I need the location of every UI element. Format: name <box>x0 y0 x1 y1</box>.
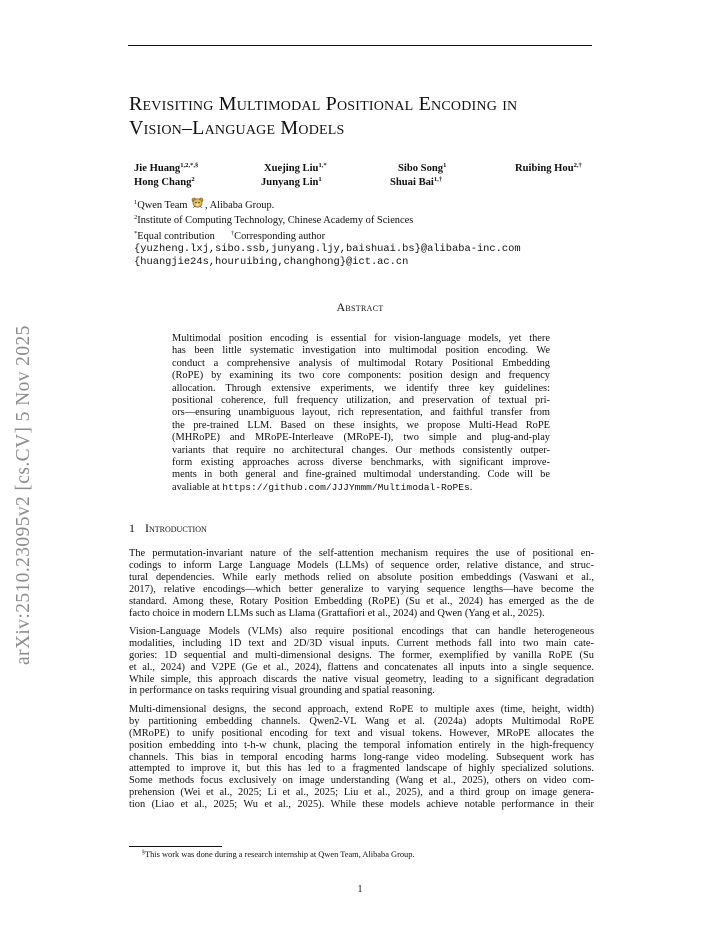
footnote <box>142 850 415 859</box>
text-line: channels. This bias in temporal encoding harms long-range video modeling. Subsequent work has <box>129 751 594 763</box>
section-number: 1 <box>129 521 135 535</box>
text-line: attempted to improve it, but this has led to a fragmented landscape of highly specialized solutions. <box>129 763 594 775</box>
equal-contribution: Equal contribution <box>137 230 215 242</box>
abstract-body <box>172 333 550 494</box>
paragraph <box>129 548 594 619</box>
footnote-mark: § <box>142 850 145 856</box>
top-rule <box>128 45 592 46</box>
text-line: 2017), relative encodings—which better generalize to varying sequence lengths—have become the <box>129 583 594 595</box>
abstract-line: ors—ensuring unambiguous layout, rich representation, and faithful transfer from <box>172 407 550 419</box>
text-line: standard. Among these, Rotary Position Embedding (RoPE) (Su et al., 2024) has emerged as the de <box>129 595 594 607</box>
author <box>398 160 446 175</box>
footnote-rule <box>129 846 222 847</box>
footnote-text: This work was done during a research internship at Qwen Team, Alibaba Group. <box>145 850 415 859</box>
author-name: Ruibing Hou <box>515 163 574 174</box>
affil-mark: 1 <box>134 199 138 206</box>
author-affil-mark: 1,2,*,§ <box>180 162 199 169</box>
abstract-line: positional coherence, full frequency utilization, and preservation of textual pri- <box>172 395 550 407</box>
title-line-1: Revisiting Multimodal Positional Encoding in <box>129 93 518 115</box>
text-line: in performance on tasks requiring visual grounding and spatial reasoning. <box>129 685 435 697</box>
author-affil-mark: 2,† <box>573 162 582 169</box>
introduction-body <box>129 548 594 818</box>
section-title: Introduction <box>145 521 207 535</box>
abstract-line: (RoPE) by examining its two core components: position design and frequency <box>172 370 550 382</box>
affiliations <box>134 197 604 268</box>
abstract-heading: Abstract <box>336 300 384 314</box>
author <box>264 160 327 175</box>
text-line: et al., 2024) and V2PE (Ge et al., 2024), flattens and concatenates all inputs into a single sequence. <box>129 661 594 673</box>
author <box>390 174 442 189</box>
text-line: Vision-Language Models (VLMs) also require positional encodings that can handle heterogeneous <box>129 625 594 637</box>
abstract-text: avaliable at <box>172 481 223 493</box>
author-name: Jie Huang <box>134 163 181 174</box>
corresponding-author: Corresponding author <box>234 230 326 242</box>
author-name: Hong Chang <box>134 177 192 188</box>
abstract-line: has been little systematic investigation into multimodal position encoding. We <box>172 345 550 357</box>
paper-title <box>129 92 599 140</box>
qwen-bear-icon <box>191 197 204 209</box>
text-line: tion (Liao et al., 2025; Wu et al., 2025). While these models achieve notable performance in their <box>129 799 594 811</box>
affiliation-qwen <box>134 197 604 212</box>
text-line: Some methods focus exclusively on image understanding (Wang et al., 2025), others on video com- <box>129 775 594 787</box>
abstract-text: . <box>469 481 473 493</box>
paragraph <box>129 704 594 811</box>
author <box>515 160 582 175</box>
paragraph <box>129 626 594 697</box>
affil-text: Qwen Team <box>137 200 190 211</box>
equal-mark: * <box>134 229 138 237</box>
text-line: codings to inform Large Language Models (LLMs) of sequence order, relative distance, and struc- <box>129 559 594 571</box>
author-name: Shuai Bai <box>390 177 434 188</box>
abstract-line: conduct a comprehensive analysis of multimodal Rotary Positional Embedding <box>172 357 550 369</box>
affil-text: , Alibaba Group. <box>205 200 275 211</box>
text-line: facto choice in modern LLMs such as Llama (Grattafiori et al., 2024) and Qwen (Yang et al., 2025). <box>129 607 545 619</box>
arxiv-stamp: arXiv:2510.23095v2 [cs.CV] 5 Nov 2025 <box>13 325 34 665</box>
section-heading-introduction <box>129 521 207 536</box>
title-line-2: Vision–Language Models <box>129 117 345 139</box>
author-affil-mark: 1,* <box>318 162 327 169</box>
code-link[interactable]: https://github.com/JJJYmmm/Multimodal-RoPEs <box>222 481 470 493</box>
text-line: tural dependencies. While early methods relied on absolute position embeddings (Vaswani et al., <box>129 571 594 583</box>
text-line: by partitioning embedding channels. Qwen2-VL Wang et al. (2024a) adopts Multimodal RoPE <box>129 715 594 727</box>
author-name: Sibo Song <box>398 163 444 174</box>
text-line: While simple, this approach discards the native visual geometry, leading to a significant degradation <box>129 673 594 685</box>
author-affil-mark: 2 <box>191 176 195 183</box>
page-number: 1 <box>357 884 363 895</box>
author-affil-mark: 1 <box>318 176 322 183</box>
abstract-last-line <box>172 482 550 494</box>
author-affil-mark: 1,† <box>433 176 443 183</box>
text-line: (MRoPE) to unify positional encoding for text and visual tokens. However, MRoPE allocates the <box>129 727 594 739</box>
corr-mark: † <box>230 229 235 237</box>
text-line: modalities, including 1D text and 2D/3D visual inputs. Current methods fall into two main cate- <box>129 637 594 649</box>
contribution-notes <box>134 228 604 243</box>
affil-text: Institute of Computing Technology, Chinese Academy of Sciences <box>137 215 414 227</box>
affiliation-ict <box>134 212 604 227</box>
author-affil-mark: 1 <box>443 162 447 169</box>
text-line: The permutation-invariant nature of the self-attention mechanism requires the use of positional en- <box>129 548 594 559</box>
email-ict: {huangjie24s,houruibing,changhong}@ict.ac.cn <box>134 255 409 268</box>
text-line: Multi-dimensional designs, the second approach, extend RoPE to multiple axes (time, height, width) <box>129 703 594 715</box>
abstract-line: the pre-trained LLM. Based on these insights, we propose Multi-Head RoPE <box>172 419 550 431</box>
author <box>134 174 195 189</box>
email-alibaba: {yuzheng.lxj,sibo.ssb,junyang.ljy,baishuai.bs}@alibaba-inc.com <box>134 243 521 256</box>
abstract-line: allocation. Through extensive experiments, we identify three key guidelines: <box>172 382 550 394</box>
author <box>134 160 198 175</box>
author-name: Junyang Lin <box>261 177 319 188</box>
author <box>261 174 322 189</box>
affil-mark: 2 <box>134 214 138 222</box>
text-line: gories: 1D sequential and multi-dimensional designs. The former, exemplified by vanilla RoPE (Su <box>129 649 594 661</box>
abstract-line: form existing approaches across diverse benchmarks, with significant improve- <box>172 457 550 469</box>
author-name: Xuejing Liu <box>264 163 319 174</box>
abstract-line: (MHRoPE) and MRoPE-Interleave (MRoPE-I), two simple and plug-and-play <box>172 432 550 444</box>
abstract-line: ments in both general and fine-grained multimodal understanding. Code will be <box>172 469 550 481</box>
text-line: position embedding into t-h-w chunk, placing the temporal infomation entirely in the high-frequency <box>129 739 594 751</box>
text-line: prehension (Wei et al., 2025; Li et al., 2025; Liu et al., 2025), and a third group on image genera- <box>129 787 594 799</box>
abstract-line: variants that require no architectural changes. Our methods consistently outper- <box>172 444 550 456</box>
abstract-line: Multimodal position encoding is essential for vision-language models, yet there <box>172 333 550 344</box>
